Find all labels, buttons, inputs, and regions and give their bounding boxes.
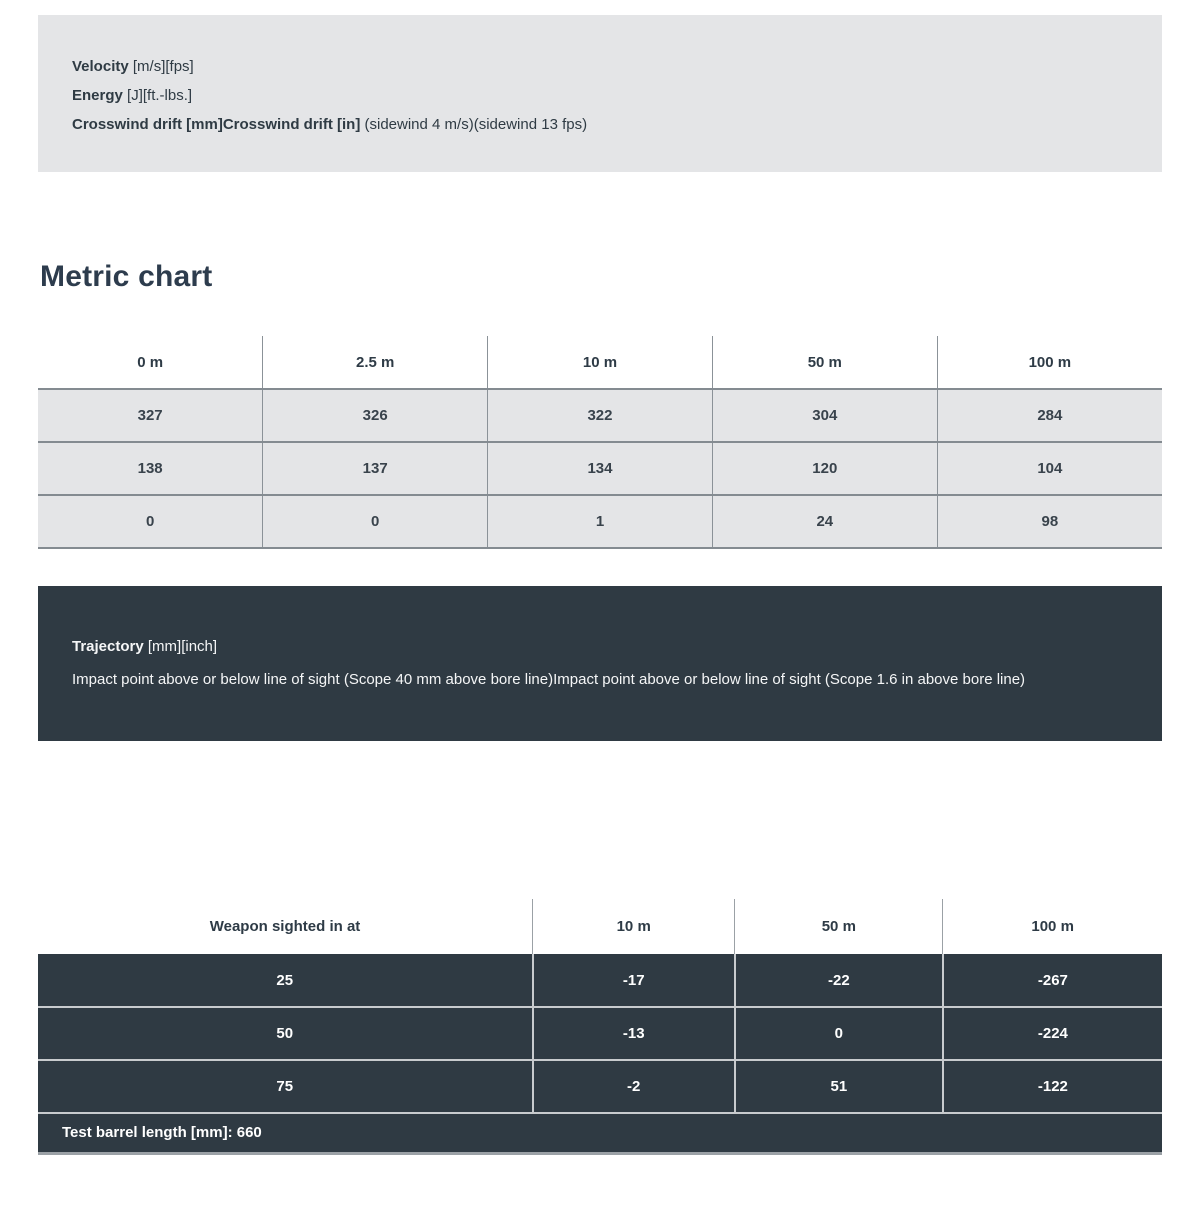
trajectory-table-header-cell: 50 m — [735, 899, 943, 954]
metric-table-cell: 24 — [712, 495, 937, 548]
trajectory-table-cell: 0 — [735, 1007, 943, 1060]
trajectory-table-cell: -267 — [943, 954, 1162, 1007]
trajectory-table-footer-row — [38, 1113, 1162, 1153]
metric-table-cell: 138 — [38, 442, 263, 495]
trajectory-title-label: Trajectory — [72, 638, 144, 655]
metric-table-cell: 284 — [937, 389, 1162, 442]
metric-table-cell: 1 — [488, 495, 713, 548]
metric-table-header-cell: 2.5 m — [263, 336, 488, 389]
metric-table-header-cell: 10 m — [488, 336, 713, 389]
trajectory-info-box — [38, 586, 1162, 741]
metric-table-cell: 120 — [712, 442, 937, 495]
trajectory-table-cell: -22 — [735, 954, 943, 1007]
metric-table-cell: 0 — [38, 495, 263, 548]
metric-table-row-velocity — [38, 389, 1162, 442]
trajectory-table-cell: -17 — [533, 954, 735, 1007]
trajectory-table-cell: -224 — [943, 1007, 1162, 1060]
units-energy-units: [J][ft.-lbs.] — [122, 87, 193, 104]
metric-table-cell: 134 — [488, 442, 713, 495]
units-line-energy — [72, 88, 1128, 104]
metric-table-row-energy — [38, 442, 1162, 495]
trajectory-table-cell: -13 — [533, 1007, 735, 1060]
metric-table — [38, 336, 1162, 549]
trajectory-table-header-cell: 10 m — [533, 899, 735, 954]
trajectory-table-row — [38, 954, 1162, 1007]
trajectory-title — [72, 638, 1128, 655]
metric-table-header-cell: 100 m — [937, 336, 1162, 389]
trajectory-table-cell: 75 — [38, 1060, 533, 1113]
metric-table-row-crosswind — [38, 495, 1162, 548]
units-crosswind-label: Crosswind drift [mm]Crosswind drift [in] — [72, 116, 361, 133]
metric-table-cell: 104 — [937, 442, 1162, 495]
table-footnote: Test barrel length [mm]: 660 — [38, 1113, 1162, 1153]
trajectory-table — [38, 899, 1162, 1155]
trajectory-table-header-row — [38, 899, 1162, 954]
trajectory-table-cell: 25 — [38, 954, 533, 1007]
units-crosswind-units: (sidewind 4 m/s)(sidewind 13 fps) — [360, 116, 588, 133]
trajectory-table-row — [38, 1007, 1162, 1060]
page-title: Metric chart — [40, 260, 213, 293]
trajectory-table-cell: 51 — [735, 1060, 943, 1113]
ballistics-page — [0, 15, 1200, 1215]
metric-table-cell: 326 — [263, 389, 488, 442]
metric-table-cell: 327 — [38, 389, 263, 442]
metric-table-cell: 304 — [712, 389, 937, 442]
trajectory-table-row — [38, 1060, 1162, 1113]
units-info-box — [38, 15, 1162, 172]
trajectory-title-units: [mm][inch] — [143, 638, 218, 655]
trajectory-table-cell: -122 — [943, 1060, 1162, 1113]
trajectory-table-header-cell: 100 m — [943, 899, 1162, 954]
units-velocity-units: [m/s][fps] — [128, 58, 194, 75]
units-energy-label: Energy — [72, 87, 123, 104]
trajectory-table-header-cell: Weapon sighted in at — [38, 899, 533, 954]
metric-table-header-cell: 50 m — [712, 336, 937, 389]
units-velocity-label: Velocity — [72, 58, 129, 75]
units-line-crosswind — [72, 117, 1128, 133]
metric-table-cell: 322 — [488, 389, 713, 442]
metric-table-header-row — [38, 336, 1162, 389]
trajectory-table-cell: -2 — [533, 1060, 735, 1113]
trajectory-description: Impact point above or below line of sight (Scope 40 mm above bore line)Impact point above or below line of sight (Scope 1.6 in above bore line) — [72, 671, 1026, 688]
trajectory-table-cell: 50 — [38, 1007, 533, 1060]
metric-table-cell: 137 — [263, 442, 488, 495]
metric-table-header-cell: 0 m — [38, 336, 263, 389]
metric-table-cell: 0 — [263, 495, 488, 548]
units-line-velocity — [72, 59, 1128, 75]
metric-table-cell: 98 — [937, 495, 1162, 548]
